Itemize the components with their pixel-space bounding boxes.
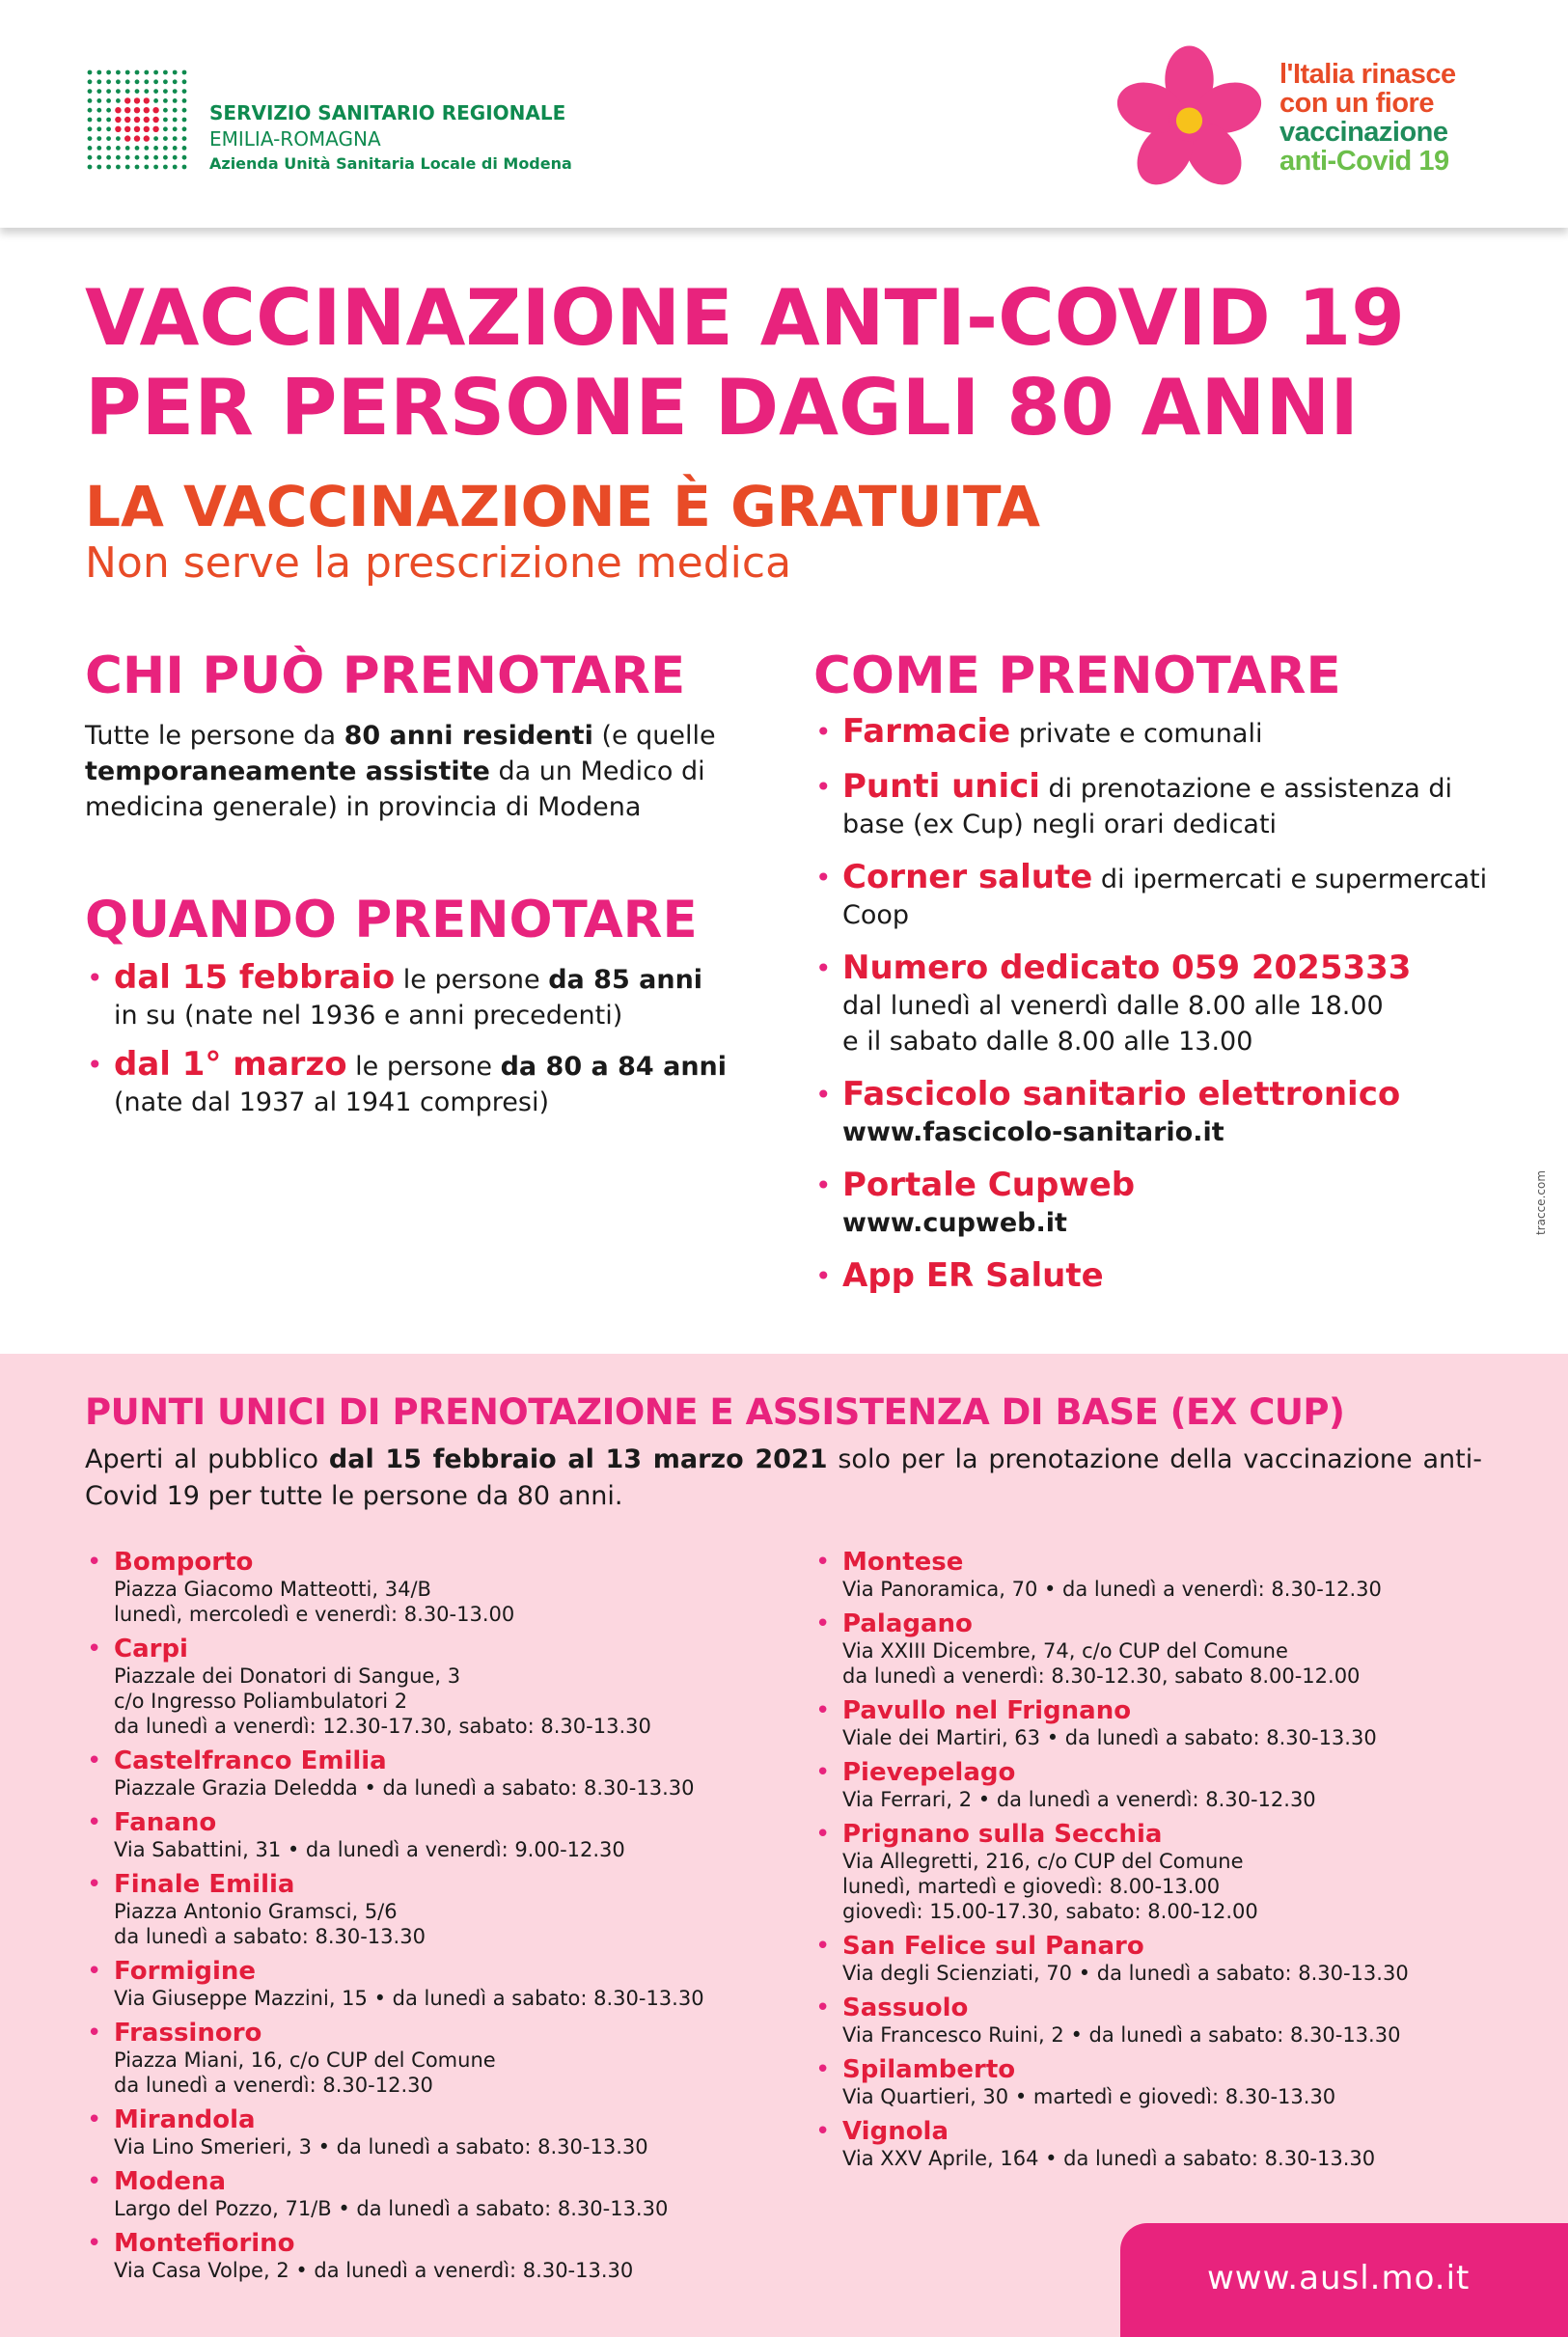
- list-item: [813, 1758, 1489, 1812]
- location-detail: Via Lino Smerieri, 3 • da lunedì a sabato: 8.30-13.30: [114, 2135, 648, 2158]
- quando-list: [85, 960, 780, 1120]
- list-item: [85, 1808, 760, 1862]
- location-detail: Piazzale Grazia Deledda • da lunedì a sabato: 8.30-13.30: [114, 1776, 695, 1800]
- location-detail: Viale dei Martiri, 63 • da lunedì a sabato: 8.30-13.30: [842, 1726, 1377, 1749]
- org-name: [209, 99, 572, 177]
- location-detail: Via Giuseppe Mazzini, 15 • da lunedì a sabato: 8.30-13.30: [114, 1987, 704, 2010]
- location-detail: Via XXV Aprile, 164 • da lunedì a sabato: 8.30-13.30: [842, 2147, 1376, 2170]
- quando-date: dal 1° marzo: [114, 1045, 347, 1084]
- chi-paragraph: [85, 718, 780, 825]
- punti-heading: PUNTI UNICI DI PRENOTAZIONE E ASSISTENZA DI BASE (EX CUP): [85, 1391, 1345, 1433]
- location-name: • Bomporto: [114, 1548, 254, 1577]
- location-name: • Montefiorino: [114, 2229, 295, 2258]
- chi-text-1: Tutte le persone da: [85, 721, 344, 751]
- list-item: [85, 2019, 760, 2098]
- location-name: • Fanano: [114, 1808, 217, 1837]
- punti-text-2: solo per la prenotazione della vaccinazione anti-Covid 19 per tutte le persone da 80 anni.: [85, 1444, 1482, 1511]
- location-detail: lunedì, martedì e giovedì: 8.00-13.00: [842, 1875, 1221, 1898]
- list-item: [813, 1077, 1508, 1150]
- left-column: [85, 645, 780, 1134]
- list-item: [813, 714, 1508, 752]
- list-item: [813, 1258, 1508, 1296]
- come-heading: COME PRENOTARE: [813, 646, 1341, 705]
- come-lead: Corner salute: [842, 858, 1093, 896]
- regional-health-logo-icon: [85, 68, 189, 174]
- location-detail: Via Casa Volpe, 2 • da lunedì a venerdì: 8.30-13.30: [114, 2259, 634, 2282]
- come-list: [813, 714, 1508, 1296]
- right-column: [813, 645, 1508, 1313]
- list-item: [813, 1696, 1489, 1750]
- fascicolo-link[interactable]: www.fascicolo-sanitario.it: [842, 1117, 1224, 1147]
- list-item: [85, 1957, 760, 2011]
- list-item: [813, 860, 1508, 933]
- chi-text-3: da un Medico di medicina generale) in provincia di Modena: [85, 756, 705, 822]
- location-detail: Via XXIII Dicembre, 74, c/o CUP del Comune: [842, 1639, 1288, 1663]
- location-name: • Castelfranco Emilia: [114, 1746, 387, 1775]
- come-lead: Punti unici: [842, 767, 1040, 806]
- quando-mid: le persone: [346, 1052, 501, 1082]
- come-lead: Fascicolo sanitario elettronico: [842, 1075, 1401, 1114]
- location-name: • Modena: [114, 2167, 227, 2196]
- location-detail: Via degli Scienziati, 70 • da lunedì a sabato: 8.30-13.30: [842, 1962, 1409, 1985]
- location-detail: Via Quartieri, 30 • martedì e giovedì: 8.30-13.30: [842, 2085, 1336, 2108]
- location-name: • Montese: [842, 1548, 964, 1577]
- chi-heading: CHI PUÒ PRENOTARE: [85, 646, 686, 705]
- chi-bold-1: 80 anni residenti: [344, 721, 593, 751]
- slogan-line-2: con un fiore: [1279, 88, 1434, 119]
- list-item: [813, 2117, 1489, 2171]
- list-item: [813, 1168, 1508, 1241]
- quando-age: da 80 a 84 anni: [500, 1052, 728, 1082]
- location-detail: lunedì, mercoledì e venerdì: 8.30-13.00: [114, 1603, 515, 1626]
- location-name: • Mirandola: [114, 2105, 256, 2134]
- list-item: [813, 2055, 1489, 2109]
- location-name: • Pavullo nel Frignano: [842, 1696, 1132, 1725]
- come-text: di ipermercati e supermercati Coop: [842, 865, 1488, 930]
- list-item: [813, 1820, 1489, 1924]
- slogan-line-3: vaccinazione: [1279, 117, 1448, 148]
- title-line-1: VACCINAZIONE ANTI-COVID 19: [85, 273, 1405, 363]
- quando-age: da 85 anni: [548, 965, 703, 995]
- location-detail: da lunedì a venerdì: 12.30-17.30, sabato: 8.30-13.30: [114, 1715, 651, 1738]
- quando-detail: (nate dal 1937 al 1941 compresi): [114, 1087, 549, 1117]
- punti-paragraph: [85, 1442, 1482, 1515]
- list-item: [85, 1635, 760, 1739]
- location-detail: giovedì: 15.00-17.30, sabato: 8.00-12.00: [842, 1900, 1258, 1923]
- location-detail: da lunedì a sabato: 8.30-13.30: [114, 1925, 426, 1948]
- come-lead: App ER Salute: [842, 1256, 1104, 1295]
- no-prescription-notice: Non serve la prescrizione medica: [85, 538, 792, 588]
- org-line-2: EMILIA-ROMAGNA: [209, 127, 381, 151]
- location-detail: c/o Ingresso Poliambulatori 2: [114, 1690, 408, 1713]
- list-item: [85, 2229, 760, 2283]
- location-name: • Spilamberto: [842, 2055, 1016, 2084]
- location-name: • Pievepelago: [842, 1758, 1016, 1787]
- location-detail: da lunedì a venerdì: 8.30-12.30: [114, 2074, 433, 2097]
- location-detail: Piazzale dei Donatori di Sangue, 3: [114, 1664, 461, 1688]
- list-item: [85, 2105, 760, 2159]
- page-header: [0, 0, 1568, 228]
- list-item: [85, 960, 780, 1033]
- location-detail: Via Allegretti, 216, c/o CUP del Comune: [842, 1850, 1244, 1873]
- location-name: • Vignola: [842, 2117, 949, 2146]
- location-detail: Piazza Miani, 16, c/o CUP del Comune: [114, 2048, 496, 2072]
- slogan-line-1: l'Italia rinasce: [1279, 59, 1456, 90]
- list-item: [85, 1548, 760, 1627]
- location-name: • Sassuolo: [842, 1993, 969, 2022]
- locations-left: [85, 1548, 760, 2291]
- quando-date: dal 15 febbraio: [114, 958, 396, 997]
- phone-number[interactable]: Numero dedicato 059 2025333: [842, 949, 1412, 987]
- location-name: • San Felice sul Panaro: [842, 1932, 1144, 1961]
- location-detail: da lunedì a venerdì: 8.30-12.30, sabato 8.00-12.00: [842, 1664, 1361, 1688]
- locations-right: [813, 1548, 1489, 2179]
- free-vaccination-notice: LA VACCINAZIONE È GRATUITA: [85, 474, 1040, 539]
- campaign-slogan: [1279, 60, 1456, 176]
- location-detail: Via Panoramica, 70 • da lunedì a venerdì: 8.30-12.30: [842, 1578, 1382, 1601]
- side-credit: tracce.com: [1534, 1169, 1548, 1235]
- come-text: di prenotazione e assistenza di base (ex Cup) negli orari dedicati: [842, 774, 1452, 839]
- phone-hours-weekdays: dal lunedì al venerdì dalle 8.00 alle 18.00: [842, 991, 1384, 1021]
- chi-bold-2: temporaneamente assistite: [85, 756, 490, 786]
- list-item: [85, 1047, 780, 1120]
- list-item: [813, 950, 1508, 1059]
- org-line-3: Azienda Unità Sanitaria Locale di Modena: [209, 154, 572, 173]
- list-item: [813, 769, 1508, 842]
- come-text: private e comunali: [1010, 719, 1263, 749]
- org-line-1: SERVIZIO SANITARIO REGIONALE: [209, 101, 566, 124]
- slogan-line-4: anti-Covid 19: [1279, 146, 1449, 177]
- quando-mid: le persone: [395, 965, 549, 995]
- punti-dates: dal 15 febbraio al 13 marzo 2021: [328, 1444, 828, 1474]
- location-detail: Piazza Antonio Gramsci, 5/6: [114, 1900, 398, 1923]
- location-detail: Via Sabattini, 31 • da lunedì a venerdì: 9.00-12.30: [114, 1838, 625, 1861]
- location-name: • Frassinoro: [114, 2019, 262, 2048]
- cupweb-link[interactable]: www.cupweb.it: [842, 1208, 1067, 1238]
- location-name: • Palagano: [842, 1609, 973, 1638]
- list-item: [813, 1932, 1489, 1986]
- list-item: [85, 1870, 760, 1949]
- location-name: • Formigine: [114, 1957, 257, 1986]
- title-line-2: PER PERSONE DAGLI 80 ANNI: [85, 363, 1360, 453]
- list-item: [813, 1609, 1489, 1689]
- flower-logo-icon: [1114, 43, 1264, 198]
- come-lead: Portale Cupweb: [842, 1166, 1136, 1204]
- page-title: [85, 273, 1494, 453]
- location-name: • Prignano sulla Secchia: [842, 1820, 1163, 1849]
- chi-text-2: (e quelle: [592, 721, 716, 751]
- phone-hours-saturday: e il sabato dalle 8.00 alle 13.00: [842, 1027, 1253, 1057]
- come-lead: Farmacie: [842, 712, 1011, 751]
- list-item: [85, 2167, 760, 2221]
- punti-text-1: Aperti al pubblico: [85, 1444, 329, 1474]
- location-detail: Via Francesco Ruini, 2 • da lunedì a sabato: 8.30-13.30: [842, 2023, 1401, 2047]
- quando-detail: in su (nate nel 1936 e anni precedenti): [114, 1001, 623, 1031]
- location-detail: Piazza Giacomo Matteotti, 34/B: [114, 1578, 431, 1601]
- location-detail: Largo del Pozzo, 71/B • da lunedì a sabato: 8.30-13.30: [114, 2197, 669, 2220]
- list-item: [85, 1746, 760, 1801]
- location-name: • Carpi: [114, 1635, 188, 1663]
- list-item: [813, 1548, 1489, 1602]
- list-item: [813, 1993, 1489, 2048]
- location-detail: Via Ferrari, 2 • da lunedì a venerdì: 8.30-12.30: [842, 1788, 1316, 1811]
- website-link[interactable]: www.ausl.mo.it: [1120, 2223, 1568, 2337]
- location-name: • Finale Emilia: [114, 1870, 295, 1899]
- quando-heading: QUANDO PRENOTARE: [85, 891, 698, 949]
